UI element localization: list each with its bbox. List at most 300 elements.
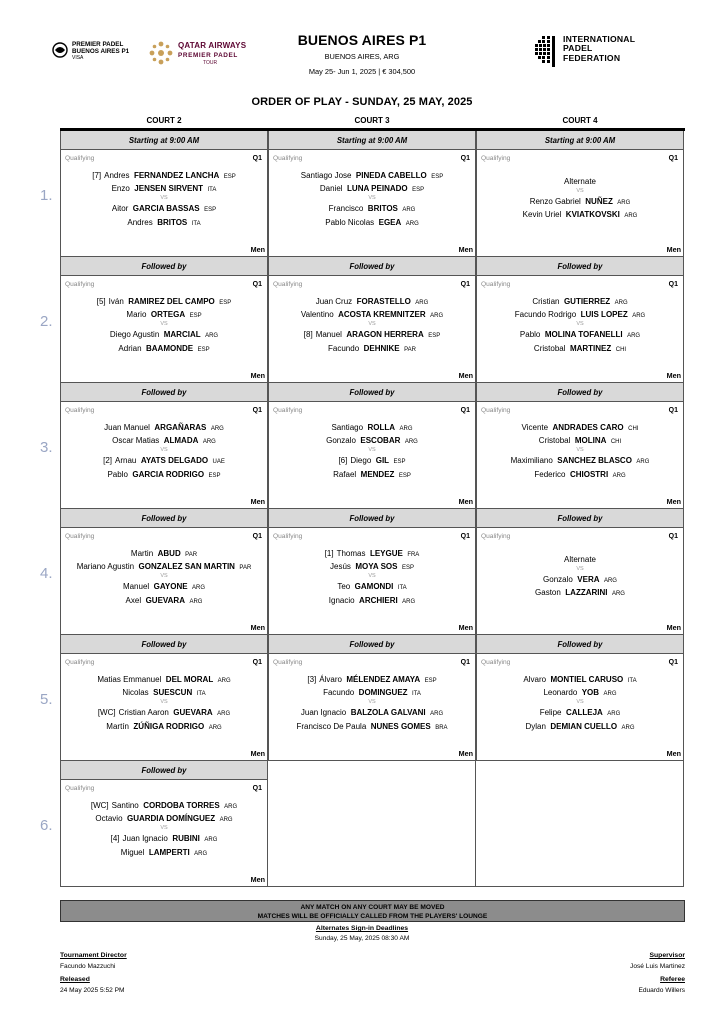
match-start-band: Starting at 9:00 AM bbox=[477, 131, 683, 150]
match-category-label: Men bbox=[250, 245, 265, 254]
player-country: ARG bbox=[405, 220, 419, 227]
player-line bbox=[269, 308, 475, 321]
player-last-name: BALZOLA GALVANI bbox=[350, 708, 426, 718]
player-line bbox=[477, 573, 683, 586]
match-cell bbox=[60, 761, 268, 887]
player-first-name: Manuel bbox=[315, 330, 342, 340]
player-country: ESP bbox=[204, 207, 217, 214]
player-country: ESP bbox=[219, 300, 232, 306]
player-last-name: GARCIA RODRIGO bbox=[132, 469, 205, 479]
player-last-name: ARGAÑARAS bbox=[154, 423, 207, 432]
versus-label: VS bbox=[368, 321, 376, 328]
tournament-title: BUENOS AIRES P1 bbox=[297, 32, 427, 48]
player-first-name: Andres bbox=[104, 171, 130, 180]
player-country: ESP bbox=[428, 333, 441, 340]
player-last-name: LEYGUE bbox=[369, 549, 403, 558]
player-last-name: RAMIREZ DEL CAMPO bbox=[128, 297, 215, 306]
logo-qa-line-2: PREMIER PADEL bbox=[178, 52, 238, 59]
player-country: ARG bbox=[607, 711, 621, 718]
match-category-label: Men bbox=[458, 749, 473, 758]
player-last-name: LAMPERTI bbox=[148, 847, 190, 857]
match-category-label: Men bbox=[666, 749, 681, 758]
qatar-airways-premier-padel-logo bbox=[148, 40, 248, 70]
player-country: ESP bbox=[208, 472, 221, 479]
player-country: ARG bbox=[430, 313, 444, 320]
match-category-label: Men bbox=[666, 623, 681, 632]
player-country: ITA bbox=[412, 691, 421, 698]
player-country: ARG bbox=[217, 678, 231, 684]
player-line bbox=[269, 421, 475, 434]
player-seed: [5] bbox=[96, 297, 106, 306]
player-first-name: Diego bbox=[350, 456, 372, 466]
player-first-name: Miguel bbox=[120, 847, 145, 857]
player-first-name: Mario bbox=[126, 310, 147, 320]
player-first-name: Enzo bbox=[111, 184, 130, 194]
player-seed: [WC] bbox=[90, 801, 109, 810]
player-first-name: Santiago bbox=[331, 423, 364, 432]
player-country: PAR bbox=[185, 552, 198, 558]
player-country: ARG bbox=[219, 817, 233, 824]
match-teams bbox=[477, 421, 683, 481]
match-stage-label: Qualifying bbox=[65, 533, 95, 540]
player-country: ESP bbox=[223, 174, 236, 180]
player-last-name: GUTIERREZ bbox=[563, 297, 611, 306]
player-country: ESP bbox=[401, 565, 414, 572]
match-round-label: Q1 bbox=[252, 407, 262, 414]
player-first-name: Renzo Gabriel bbox=[529, 197, 581, 207]
player-line bbox=[61, 720, 267, 733]
player-last-name: DEL MORAL bbox=[165, 675, 214, 684]
row-number-label: 6. bbox=[40, 817, 53, 834]
player-line bbox=[269, 169, 475, 182]
player-first-name: Facundo Rodrigo bbox=[514, 310, 577, 320]
released-value: 24 May 2025 5:52 PM bbox=[60, 987, 125, 994]
tournament-location: BUENOS AIRES, ARG bbox=[324, 52, 400, 61]
player-line bbox=[269, 720, 475, 733]
match-stage-label: Qualifying bbox=[481, 407, 511, 414]
premier-padel-buenos-aires-logo bbox=[52, 40, 144, 66]
match-round-label: Q1 bbox=[668, 659, 678, 666]
match-body bbox=[269, 654, 475, 760]
versus-label: VS bbox=[160, 699, 168, 706]
player-country: ARG bbox=[210, 426, 224, 432]
player-country: ARG bbox=[205, 333, 219, 340]
logo-qa-line-3: TOUR bbox=[203, 60, 218, 66]
player-country: ARG bbox=[636, 459, 650, 466]
player-line bbox=[61, 799, 267, 812]
match-body bbox=[61, 528, 267, 634]
player-last-name: DOMINGUEZ bbox=[358, 688, 408, 698]
player-country: ESP bbox=[189, 313, 202, 320]
player-last-name: MÉLENDEZ AMAYA bbox=[346, 675, 421, 684]
match-category-label: Men bbox=[250, 623, 265, 632]
player-line bbox=[61, 832, 267, 845]
player-first-name: Rafael bbox=[333, 469, 357, 479]
court-header-3: COURT 3 bbox=[354, 116, 390, 125]
player-last-name: GARCIA BASSAS bbox=[132, 204, 200, 214]
player-seed: [WC] bbox=[97, 708, 116, 718]
match-teams bbox=[61, 169, 267, 229]
player-country: ARG bbox=[612, 472, 626, 479]
match-teams bbox=[61, 673, 267, 733]
player-country: CHI bbox=[610, 439, 622, 446]
player-last-name: FORASTELLO bbox=[356, 297, 411, 306]
player-first-name: Federico bbox=[534, 469, 566, 479]
match-category-label: Men bbox=[666, 245, 681, 254]
player-last-name: ARAGON HERRERA bbox=[346, 330, 424, 340]
match-cell bbox=[60, 383, 268, 509]
player-first-name: Pablo Nicolas bbox=[325, 217, 375, 227]
logo-ipf-line-1: INTERNATIONAL bbox=[563, 34, 636, 44]
match-cell bbox=[268, 509, 476, 635]
player-seed: [1] bbox=[324, 549, 334, 558]
supervisor-label: Supervisor bbox=[649, 952, 685, 959]
player-first-name: Gaston bbox=[535, 588, 561, 598]
player-line bbox=[269, 686, 475, 699]
player-last-name: MENDEZ bbox=[360, 469, 395, 479]
player-line bbox=[61, 216, 267, 229]
player-line bbox=[61, 846, 267, 859]
player-first-name: Adrian bbox=[118, 343, 142, 353]
player-first-name: Diego Agustin bbox=[109, 330, 160, 340]
player-first-name: Aitor bbox=[111, 204, 129, 214]
player-seed: [2] bbox=[103, 456, 112, 466]
player-line bbox=[61, 686, 267, 699]
row-number-label: 3. bbox=[40, 439, 53, 456]
player-last-name: CALLEJA bbox=[565, 708, 603, 718]
match-cell bbox=[268, 257, 476, 383]
player-country: ARG bbox=[217, 711, 231, 718]
match-stage-label: Qualifying bbox=[65, 785, 95, 792]
match-round-label: Q1 bbox=[460, 659, 470, 666]
match-start-band: Followed by bbox=[477, 257, 683, 276]
player-country: ESP bbox=[197, 346, 210, 353]
player-first-name: Octavio bbox=[95, 814, 123, 824]
player-line bbox=[477, 720, 683, 733]
tournament-dates: May 25- Jun 1, 2025 | € 304,500 bbox=[308, 67, 416, 76]
match-body bbox=[61, 276, 267, 382]
row-number-label: 4. bbox=[40, 565, 53, 582]
player-line bbox=[477, 308, 683, 321]
match-start-band: Followed by bbox=[477, 383, 683, 402]
player-country: ARG bbox=[611, 591, 625, 598]
player-last-name: CORDOBA TORRES bbox=[143, 801, 220, 810]
match-teams bbox=[477, 295, 683, 355]
court-header-2: COURT 2 bbox=[146, 116, 182, 125]
logo-pp-line-3: VISA bbox=[72, 55, 84, 61]
match-cell bbox=[476, 257, 684, 383]
player-first-name: Santino bbox=[111, 801, 139, 810]
player-first-name: Santiago Jose bbox=[300, 171, 352, 180]
match-start-band: Followed by bbox=[61, 509, 267, 528]
player-line bbox=[269, 673, 475, 686]
player-line bbox=[61, 454, 267, 467]
player-last-name: ACOSTA KREMNITZER bbox=[338, 310, 426, 320]
player-country: ARG bbox=[402, 598, 416, 605]
match-round-label: Q1 bbox=[252, 155, 262, 162]
match-stage-label: Qualifying bbox=[273, 281, 303, 288]
match-stage-label: Qualifying bbox=[65, 281, 95, 288]
versus-label: VS bbox=[368, 699, 376, 706]
match-category-label: Men bbox=[250, 371, 265, 380]
match-body bbox=[61, 402, 267, 508]
match-cell bbox=[268, 635, 476, 761]
match-stage-label: Qualifying bbox=[273, 533, 303, 540]
player-last-name: RUBINI bbox=[172, 834, 200, 844]
match-cell bbox=[60, 131, 268, 257]
player-country: ARG bbox=[603, 691, 617, 698]
player-first-name: Jesús bbox=[330, 562, 351, 572]
ipf-emblem-icon bbox=[532, 34, 558, 70]
player-last-name: MOLINA TOFANELLI bbox=[544, 330, 623, 340]
match-teams bbox=[477, 547, 683, 600]
player-country: UAE bbox=[212, 459, 225, 466]
player-last-name: NUÑEZ bbox=[585, 197, 613, 207]
logo-pp-line-1: PREMIER PADEL bbox=[72, 41, 124, 48]
notice-line-2: MATCHES WILL BE OFFICIALLY CALLED FROM THE PLAYERS' LOUNGE bbox=[257, 913, 488, 920]
match-body bbox=[61, 654, 267, 760]
match-cell bbox=[60, 257, 268, 383]
player-country: ESP bbox=[393, 459, 406, 466]
court-headers bbox=[60, 116, 684, 128]
player-first-name: Facundo bbox=[323, 688, 355, 698]
player-country: ARG bbox=[194, 850, 208, 857]
match-cell bbox=[476, 383, 684, 509]
player-country: ARG bbox=[415, 300, 429, 306]
match-body bbox=[269, 276, 475, 382]
match-category-label: Men bbox=[666, 497, 681, 506]
match-teams bbox=[61, 421, 267, 481]
row-number-label: 2. bbox=[40, 313, 53, 330]
match-teams bbox=[269, 673, 475, 733]
match-start-band: Followed by bbox=[477, 509, 683, 528]
match-start-band: Followed by bbox=[269, 509, 475, 528]
match-teams bbox=[477, 169, 683, 222]
player-line bbox=[269, 182, 475, 195]
match-stage-label: Qualifying bbox=[481, 281, 511, 288]
match-teams bbox=[61, 547, 267, 607]
match-stage-label: Qualifying bbox=[273, 659, 303, 666]
versus-label: VS bbox=[368, 447, 376, 454]
player-line bbox=[477, 454, 683, 467]
court-header-4: COURT 4 bbox=[562, 116, 598, 125]
player-line bbox=[61, 547, 267, 560]
player-first-name: Juan Ignacio bbox=[300, 708, 347, 718]
player-country: ARG bbox=[202, 439, 216, 446]
versus-label: VS bbox=[160, 321, 168, 328]
player-first-name: Felipe bbox=[539, 708, 562, 718]
player-country: ITA bbox=[397, 585, 407, 592]
player-country: ITA bbox=[196, 691, 206, 698]
match-body bbox=[269, 528, 475, 634]
player-line bbox=[269, 202, 475, 215]
player-first-name: Oscar Matias bbox=[112, 436, 160, 446]
premier-padel-logo-icon bbox=[52, 42, 68, 58]
player-last-name: ESCOBAR bbox=[360, 436, 401, 446]
player-line bbox=[61, 580, 267, 593]
player-first-name: Manuel bbox=[122, 582, 150, 592]
match-round-label: Q1 bbox=[668, 155, 678, 162]
player-first-name: Alvaro bbox=[523, 675, 547, 684]
player-line bbox=[61, 706, 267, 719]
match-start-band: Followed by bbox=[269, 383, 475, 402]
player-last-name: DEHNIKE bbox=[363, 343, 400, 353]
versus-label: VS bbox=[576, 447, 584, 454]
player-first-name: Kevin Uriel bbox=[522, 210, 562, 220]
player-last-name: GAMONDI bbox=[354, 582, 394, 592]
player-country: ESP bbox=[431, 174, 444, 180]
player-line bbox=[61, 295, 267, 308]
player-line bbox=[269, 328, 475, 341]
match-category-label: Men bbox=[458, 623, 473, 632]
header bbox=[0, 0, 724, 90]
player-line bbox=[61, 421, 267, 434]
player-first-name: Juan Ignacio bbox=[122, 834, 168, 844]
player-country: CHI bbox=[615, 346, 627, 353]
match-round-label: Q1 bbox=[252, 281, 262, 288]
player-line bbox=[269, 706, 475, 719]
player-country: ARG bbox=[204, 837, 218, 844]
premier-padel-tour-emblem-icon bbox=[148, 40, 174, 66]
player-last-name: ABUD bbox=[157, 549, 181, 558]
notice-line-1: ANY MATCH ON ANY COURT MAY BE MOVED bbox=[300, 904, 445, 911]
player-first-name: Dylan bbox=[525, 721, 546, 731]
player-country: ARG bbox=[192, 585, 206, 592]
match-start-band: Followed by bbox=[61, 257, 267, 276]
player-first-name: Francisco bbox=[328, 204, 364, 214]
player-line bbox=[61, 308, 267, 321]
order-of-play-title: ORDER OF PLAY - SUNDAY, 25 MAY, 2025 bbox=[251, 96, 473, 108]
tournament-director-name: Facundo Mazzuchi bbox=[60, 963, 116, 970]
player-line bbox=[477, 328, 683, 341]
match-body bbox=[477, 402, 683, 508]
referee-label: Referee bbox=[660, 976, 685, 983]
player-last-name: LUNA PEINADO bbox=[347, 184, 408, 194]
match-start-band: Followed by bbox=[61, 383, 267, 402]
player-country: ARG bbox=[632, 313, 646, 320]
player-last-name: GAYONE bbox=[153, 582, 188, 592]
player-first-name: Francisco De Paula bbox=[296, 721, 367, 731]
player-country: ITA bbox=[627, 678, 637, 684]
player-line bbox=[61, 328, 267, 341]
player-first-name: Maximiliano bbox=[510, 456, 553, 466]
player-line bbox=[477, 208, 683, 221]
player-last-name: LUIS LOPEZ bbox=[580, 310, 628, 320]
match-stage-label: Qualifying bbox=[65, 659, 95, 666]
player-first-name: Cristobal bbox=[538, 436, 571, 446]
player-last-name: MARTINEZ bbox=[569, 343, 612, 353]
player-first-name: Vicente bbox=[521, 423, 549, 432]
logo-ipf-line-3: FEDERATION bbox=[563, 52, 621, 63]
player-last-name: SANCHEZ BLASCO bbox=[557, 456, 632, 466]
player-country: ESP bbox=[398, 472, 411, 479]
player-country: ARG bbox=[603, 578, 617, 585]
match-start-band: Starting at 9:00 AM bbox=[61, 131, 267, 150]
player-first-name: Iván bbox=[108, 297, 124, 306]
player-first-name: Axel bbox=[125, 595, 142, 605]
match-cell bbox=[60, 509, 268, 635]
versus-label: VS bbox=[160, 195, 168, 202]
player-country: ARG bbox=[624, 213, 638, 220]
match-start-band: Starting at 9:00 AM bbox=[269, 131, 475, 150]
player-last-name: ZÚÑIGA RODRIGO bbox=[133, 721, 205, 731]
match-category-label: Men bbox=[458, 245, 473, 254]
player-line bbox=[477, 686, 683, 699]
match-body bbox=[269, 150, 475, 256]
player-first-name: Daniel bbox=[319, 184, 343, 194]
player-line bbox=[269, 594, 475, 607]
player-country: CHI bbox=[628, 426, 639, 432]
player-first-name: Nicolas bbox=[122, 688, 149, 698]
match-body bbox=[61, 780, 267, 886]
match-stage-label: Qualifying bbox=[273, 407, 303, 414]
player-seed: [3] bbox=[307, 675, 317, 684]
player-last-name: YOB bbox=[581, 688, 600, 698]
versus-label: VS bbox=[368, 573, 376, 580]
logo-qa-line-1: QATAR AIRWAYS bbox=[178, 41, 247, 50]
player-first-name: Gonzalo bbox=[326, 436, 356, 446]
player-line bbox=[61, 673, 267, 686]
match-body bbox=[61, 150, 267, 256]
player-country: BRA bbox=[435, 724, 448, 731]
player-line bbox=[269, 295, 475, 308]
match-cell bbox=[476, 509, 684, 635]
player-line bbox=[269, 454, 475, 467]
match-category-label: Men bbox=[250, 497, 265, 506]
player-last-name: NUNES GOMES bbox=[370, 721, 431, 731]
match-category-label: Men bbox=[250, 875, 265, 884]
match-start-band: Followed by bbox=[61, 761, 267, 780]
match-category-label: Men bbox=[250, 749, 265, 758]
match-round-label: Q1 bbox=[252, 785, 262, 792]
match-category-label: Men bbox=[666, 371, 681, 380]
player-line bbox=[477, 195, 683, 208]
player-first-name: Álvaro bbox=[319, 675, 342, 684]
match-round-label: Q1 bbox=[460, 533, 470, 540]
player-line bbox=[477, 586, 683, 599]
versus-label: VS bbox=[160, 447, 168, 454]
player-first-name: Ignacio bbox=[328, 595, 355, 605]
player-first-name: Mariano Agustin bbox=[76, 562, 135, 572]
player-line bbox=[269, 560, 475, 573]
match-body bbox=[477, 150, 683, 256]
player-country: ARG bbox=[189, 598, 203, 605]
player-first-name: Cristobal bbox=[533, 343, 566, 353]
match-start-band: Followed by bbox=[269, 635, 475, 654]
player-country: ESP bbox=[412, 187, 425, 194]
match-teams bbox=[61, 295, 267, 355]
player-country: ARG bbox=[399, 426, 413, 432]
player-country: ARG bbox=[224, 804, 238, 810]
player-last-name: ALMADA bbox=[163, 436, 199, 446]
player-first-name: Leonardo bbox=[543, 688, 578, 698]
player-last-name: EGEA bbox=[378, 217, 402, 227]
player-country: ARG bbox=[614, 300, 628, 306]
tournament-title-block bbox=[262, 32, 462, 76]
match-stage-label: Qualifying bbox=[65, 407, 95, 414]
player-country: ARG bbox=[627, 333, 641, 340]
player-line bbox=[477, 434, 683, 447]
match-round-label: Q1 bbox=[668, 533, 678, 540]
match-category-label: Men bbox=[458, 371, 473, 380]
player-seed: [6] bbox=[338, 456, 348, 466]
match-body bbox=[477, 528, 683, 634]
player-line bbox=[61, 434, 267, 447]
match-stage-label: Qualifying bbox=[481, 659, 511, 666]
player-first-name: Martin bbox=[130, 549, 154, 558]
match-round-label: Q1 bbox=[460, 407, 470, 414]
player-first-name: Andres bbox=[127, 217, 153, 227]
